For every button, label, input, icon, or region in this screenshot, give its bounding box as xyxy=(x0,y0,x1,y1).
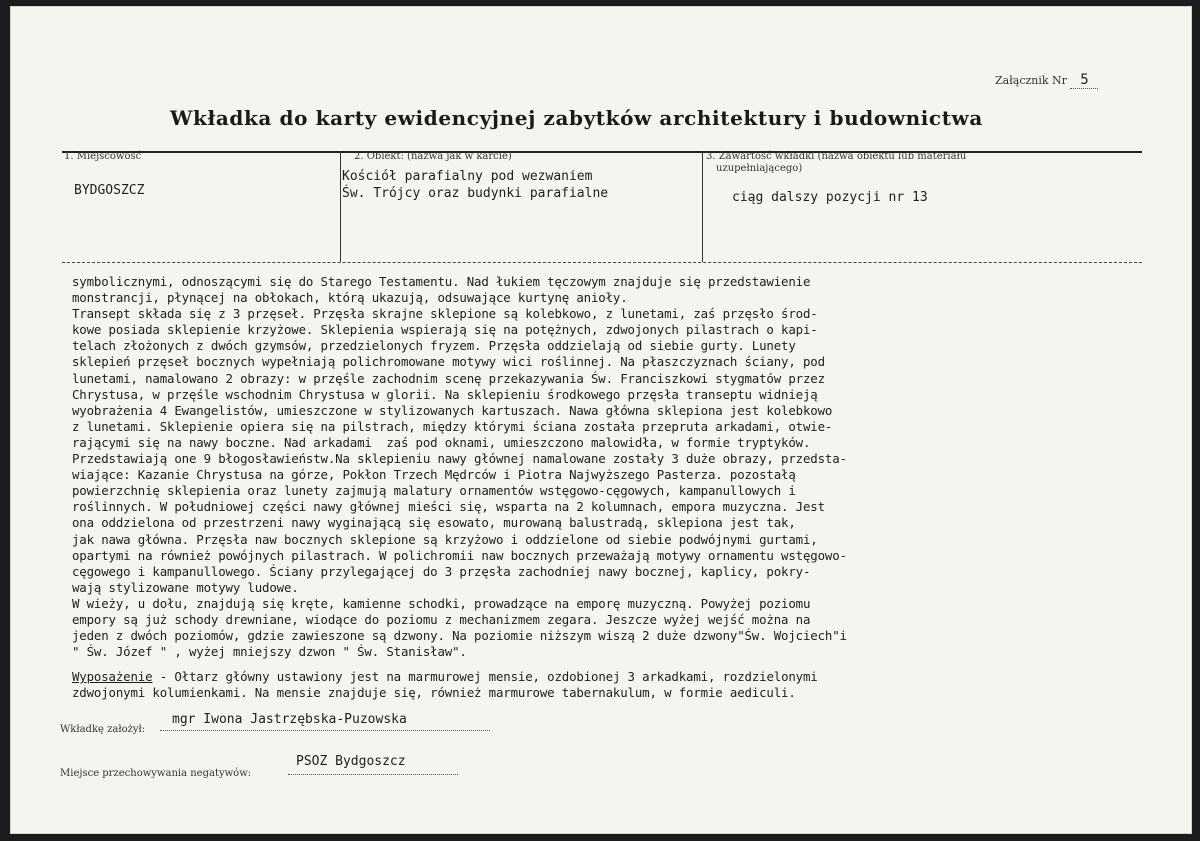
text-line: wyobrażenia 4 Ewangelistów, umieszczone w stylizowanych kartuszach. Nawa główna sklepiona jest kolebkowo xyxy=(72,402,833,418)
text-line: wają stylizowane motywy ludowe. xyxy=(72,579,299,595)
header-top-rule xyxy=(62,151,1142,153)
text-line: monstrancji, płynącej na obłokach, którą ukazują, odsuwające kurtynę anioły. xyxy=(72,290,628,306)
negatives-dotline xyxy=(288,774,458,775)
text-line: powierzchnię sklepienia oraz lunety zajmują malatury ornamentów wstęgowo-cęgowych, kampanullowych i xyxy=(72,483,796,499)
text-line: lunetami, namalowano 2 obrazy: w przęśle zachodnim scenę przekazywania Św. Franciszkowi stygmatów przez xyxy=(72,370,825,386)
text-line: jak nawa główna. Przęsła naw bocznych sklepione są krzyżowo i oddzielone od siebie podwójnymi gurtami, xyxy=(72,531,818,547)
equipment-label: Wyposażenie xyxy=(72,669,153,685)
locality-value: BYDGOSZCZ xyxy=(74,183,145,198)
text-line: sklepień przęseł bocznych wypełniają polichromowane motywy wici roślinnej. Na płaszczyznach ściany, pod xyxy=(72,354,825,370)
text-line: " Św. Józef " , wyżej mniejszy dzwon " Św. Stanisław". xyxy=(72,644,467,660)
text-line: symbolicznymi, odnoszącymi się do Starego Testamentu. Nad łukiem tęczowym znajduje się przedstawienie xyxy=(72,274,811,289)
text-line: wiające: Kazanie Chrystusa na górze, Pokłon Trzech Mędrców i Piotra Najwyższego Pasterza. pozostałą xyxy=(72,467,796,483)
locality-label: 1. Miejscowość xyxy=(64,151,142,162)
object-value-line2: Św. Trójcy oraz budynki parafialne xyxy=(342,186,609,201)
author-label: Wkładkę założył: xyxy=(60,724,146,735)
description-text xyxy=(72,274,1132,701)
text-line: roślinnych. W południowej części nawy głównej mieści się, wsparta na 2 kolumnach, empora muzyczna. Jest xyxy=(72,499,825,515)
record-card xyxy=(10,6,1192,834)
text-line: rającymi się na nawy boczne. Nad arkadami zaś pod oknami, umieszczono malowidła, w formie tryptyków. xyxy=(72,434,811,450)
content-label-line2: uzupełniającego) xyxy=(716,163,803,174)
annex-number-value: 5 xyxy=(1070,72,1098,89)
text-line: empory są już schody drewniane, wiodące do poziomu z mechanizmem zegara. Jeszcze wyżej wejść można na xyxy=(72,611,811,627)
equipment-line-1 xyxy=(72,669,1132,685)
text-line: ona oddzielona od przestrzeni nawy wyginającą się esowato, murowaną balustradą, sklepiona jest tak, xyxy=(72,515,796,531)
text-line: opartymi na również powójnych pilastrach. W polichromii naw bocznych przeważają motywy ornamentu wstęgowo- xyxy=(72,547,847,563)
author-dotline xyxy=(160,730,490,731)
content-label-line1: 3. Zawartość wkładki (nazwa obiektu lub materiału xyxy=(706,151,967,162)
text-line: W wieży, u dołu, znajdują się kręte, kamienne schodki, prowadzące na emporę muzyczną. Powyżej poziomu xyxy=(72,595,811,611)
content-value: ciąg dalszy pozycji nr 13 xyxy=(732,190,928,205)
text-line: kowe posiada sklepienie krzyżowe. Sklepienia wspierają się na potężnych, zdwojonych pilastrach o kapi- xyxy=(72,322,818,338)
negatives-value: PSOZ Bydgoszcz xyxy=(296,754,406,769)
text-line: cęgowego i kampanullowego. Ściany przylegającej do 3 przęsła zachodniej nawy bocznej, kaplicy, pokry- xyxy=(72,563,811,579)
text-line: Chrystusa, w przęśle wschodnim Chrystusa w glorii. Na sklepieniu środkowego przęsła transeptu widnieją xyxy=(72,386,818,402)
field-divider-1 xyxy=(340,151,341,262)
equipment-text: - Ołtarz główny ustawiony jest na marmurowej mensie, ozdobionej 3 arkadkami, rozdzielonymi xyxy=(152,669,818,685)
text-line: Przedstawiają one 9 błogosławieństw.Na sklepieniu nawy głównej namalowane zostały 3 duże obrazy, przedsta- xyxy=(72,451,847,467)
header-bottom-rule xyxy=(62,262,1142,263)
annex-number xyxy=(995,72,1098,89)
text-line: telach złożonych z dwóch gzymsów, przedzielonych fryzem. Przęsła oddzielają od siebie gurty. Lunety xyxy=(72,338,796,354)
text-line: Transept składa się z 3 przęseł. Przęsła skrajne sklepione są kolebkowo, z lunetami, zaś przęsło środ- xyxy=(72,306,818,322)
annex-label: Załącznik Nr xyxy=(995,74,1067,87)
object-value-line1: Kościół parafialny pod wezwaniem xyxy=(342,169,593,184)
negatives-label: Miejsce przechowywania negatywów: xyxy=(60,768,252,779)
field-divider-2 xyxy=(702,151,703,262)
object-label: 2. Obiekt: (nazwa jak w karcie) xyxy=(354,151,512,162)
text-line: z lunetami. Sklepienie opiera się na pilstrach, między którymi ściana została przeprutа arkadami, otwie- xyxy=(72,418,833,434)
text-line: jeden z dwóch poziomów, gdzie zawieszone są dzwony. Na poziomie niższym wiszą 2 duże dzwony"Św. Wojciech"i xyxy=(72,628,847,644)
equipment-line-2: zdwojonymi kolumienkami. Na mensie znajduje się, również marmurowe tabernakulum, w formie aediculi. xyxy=(72,685,796,701)
form-title: Wkładka do karty ewidencyjnej zabytków architektury i budownictwa xyxy=(170,106,983,130)
paragraph-gap xyxy=(72,660,1132,669)
author-value: mgr Iwona Jastrzębska-Puzowska xyxy=(172,712,407,727)
